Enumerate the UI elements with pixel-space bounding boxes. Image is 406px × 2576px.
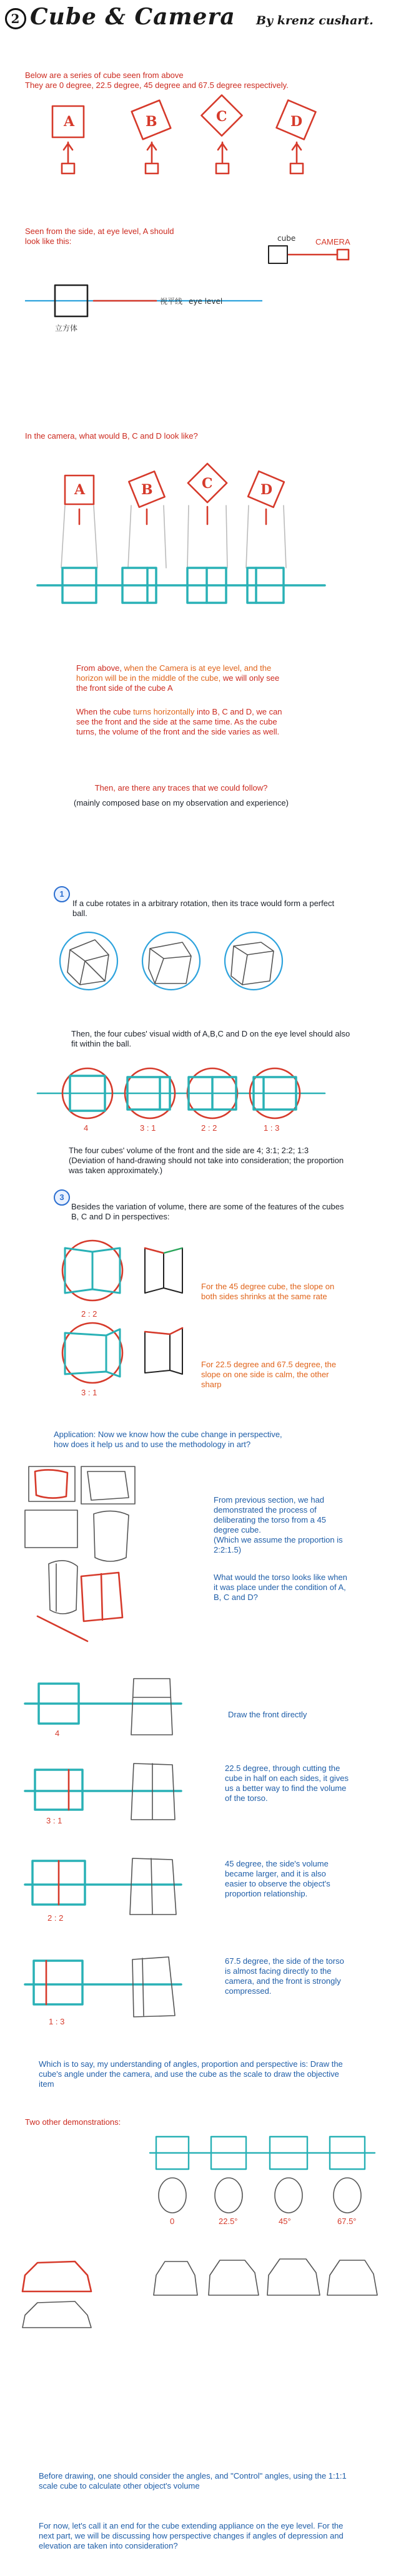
explanation-para-2 — [76, 707, 282, 737]
summary-text: Which is to say, my understanding of angles, proportion and perspective is: Draw the cube's angle under the camera, and use the cube as the scale to draw the objective item — [39, 2059, 343, 2089]
rotated-cube-3 — [231, 942, 274, 985]
side-view-line-1: Seen from the side, at eye level, A should — [25, 227, 174, 236]
small-cube — [269, 246, 287, 263]
faint-line-8 — [284, 505, 286, 568]
explanation-para-4: (mainly composed base on my observation and experience) — [74, 798, 289, 807]
caption-22: For 22.5 degree and 67.5 degree, the slope on one side is calm, the other sharp — [201, 1360, 337, 1389]
rotated-cube-2 — [149, 942, 191, 983]
demo-head-d — [334, 2178, 361, 2213]
slope-left-top — [145, 1248, 164, 1253]
intro-line-2: They are 0 degree, 22.5 degree, 45 degree and 67.5 degree respectively. — [25, 80, 289, 90]
label-d: D — [290, 114, 303, 130]
torso-ratio-67: 1 : 3 — [49, 2017, 65, 2026]
angle-label-22: 22.5° — [219, 2217, 238, 2226]
slope-sharp — [170, 1328, 182, 1334]
torso-45-sketch — [130, 1858, 176, 1915]
ball-3 — [225, 932, 282, 990]
demo-car-c — [267, 2259, 320, 2295]
side-view-diagram — [0, 225, 406, 343]
application-para-2: What would the torso looks like when it was place under the condition of A, B, C and D? — [214, 1573, 347, 1602]
demo-car-a — [154, 2261, 197, 2295]
title-number-icon: 2 — [5, 8, 26, 29]
angle-label-67: 67.5° — [337, 2217, 357, 2226]
camera-view-diagram — [0, 449, 406, 624]
application-para-1 — [214, 1495, 351, 1555]
angle-label-45: 45° — [279, 2217, 291, 2226]
slope-calm — [145, 1332, 170, 1334]
point-2-text: Then, the four cubes' visual width of A,B,C and D on the eye level should also fit within the ball. — [71, 1029, 350, 1048]
torso-ratio-45: 2 : 2 — [47, 1913, 64, 1923]
faint-line-6 — [226, 505, 227, 568]
expl-1c: we will only see the front side of the cube A — [76, 673, 280, 693]
demos-heading: Two other demonstrations: — [25, 2117, 121, 2127]
label-a: A — [64, 114, 75, 130]
torso-reference-sketches — [0, 1454, 406, 1660]
feature-cube-45 — [65, 1248, 120, 1293]
torso-sketch-box-3 — [25, 1510, 77, 1548]
torso-sketch-stroke — [37, 1616, 87, 1641]
top-label-c: C — [202, 476, 213, 492]
torso-cube-67 — [34, 1961, 82, 2004]
point-2-note-2: (Deviation of hand-drawing should not take into consideration; the proportion was taken approximately.) — [69, 1156, 344, 1175]
camera-a-icon — [62, 163, 74, 173]
app-para-1-main: From previous section, we had demonstrated the process of deliberating the torso from a 45 degree cube. — [214, 1495, 326, 1534]
camera-word: CAMERA — [315, 237, 350, 246]
ratio-label-b: 3 : 1 — [140, 1123, 156, 1133]
faint-line-1 — [61, 505, 65, 568]
demo-car-b — [209, 2260, 259, 2295]
point-2-note — [69, 1146, 356, 1176]
caption-45: For the 45 degree cube, the slope on both sides shrinks at the same rate — [201, 1282, 335, 1301]
demo-car-front-red — [22, 2261, 91, 2291]
torso-sketch-2 — [87, 1471, 129, 1500]
eye-level-chinese: 视平线 — [160, 297, 183, 306]
demo-head-a — [159, 2178, 186, 2213]
camera-d-icon — [290, 163, 303, 173]
demos-diagram — [0, 2128, 406, 2334]
application-intro — [54, 1430, 354, 1450]
torso-sketch-4 — [49, 1561, 77, 1614]
torso-cube-22 — [35, 1770, 82, 1810]
demo-head-b — [215, 2178, 242, 2213]
torso-ratio-22: 3 : 1 — [46, 1816, 62, 1825]
camera-c-icon — [216, 163, 229, 173]
intro-text — [25, 71, 375, 90]
point-3-text: Besides the variation of volume, there are some of the features of the cubes B, C and D in perspectives: — [71, 1202, 344, 1221]
side-camera-icon — [337, 250, 349, 260]
point-1-badge: 1 — [54, 886, 70, 902]
demo-car-d — [327, 2260, 377, 2295]
torso-67-sketch — [132, 1957, 175, 2017]
application-line-2: how does it help us and to use the methodology in art? — [54, 1440, 251, 1449]
footer-para-1: Before drawing, one should consider the angles, and "Control" angles, using the 1:1:1 scale cube to calculate other object's volume — [39, 2471, 347, 2491]
camera-b-icon — [146, 163, 158, 173]
ball-2 — [142, 932, 200, 990]
eye-level-label: eye level — [189, 297, 223, 306]
faint-line-2 — [94, 505, 97, 568]
camera-question: In the camera, what would B, C and D look like? — [25, 431, 198, 441]
ball-trace-diagram — [0, 924, 406, 998]
feature-cube-22-line — [145, 1328, 182, 1374]
point-2-note-1: The four cubes' volume of the front and the side are 4; 3:1; 2:2; 1:3 — [69, 1146, 309, 1155]
step-22: 22.5 degree, through cutting the cube in half on each sides, it gives us a better way to find the volume of the torso. — [225, 1764, 349, 1803]
expl-1a: From above, — [76, 663, 124, 673]
ratio-label-d: 1 : 3 — [264, 1123, 280, 1133]
top-view-cubes-diagram — [0, 94, 406, 200]
title-text: Cube & Camera — [30, 4, 235, 30]
side-view-line-2: look like this: — [25, 237, 72, 246]
byline: By krenz cushart. — [256, 14, 374, 27]
feature-ratio-45: 2 : 2 — [81, 1309, 97, 1319]
faint-line-3 — [128, 505, 131, 568]
torso-front-sketch — [131, 1679, 172, 1735]
explanation-para-1 — [76, 663, 282, 693]
faint-line-5 — [187, 505, 189, 568]
torso-ratio-front: 4 — [55, 1729, 60, 1738]
slope-right-top — [164, 1248, 182, 1253]
ratio-balls-diagram — [0, 1055, 406, 1136]
expl-2c: into B, C and D, we can see the front and the side at the same time. As the cube turns, the volume of the front and the side varies as well. — [76, 707, 282, 736]
feature-ratio-22: 3 : 1 — [81, 1388, 97, 1397]
expl-1b: when the Camera is at eye level, and the horizon will be in the middle of the cube, — [76, 663, 272, 683]
feature-cube-22 — [65, 1329, 120, 1377]
cube-word: cube — [277, 234, 296, 243]
torso-sketch-5 — [81, 1573, 122, 1621]
footer-para-2: For now, let's call it an end for the cube extending appliance on the eye level. For the next part, we will be discussing how perspective changes if angles of depression and elevation are taken into consideration? — [39, 2521, 344, 2550]
feature-cube-45-line — [145, 1248, 182, 1293]
expl-2a: When the cube — [76, 707, 134, 716]
ratio-label-c: 2 : 2 — [201, 1123, 217, 1133]
angle-label-0: 0 — [170, 2217, 175, 2226]
faint-line-7 — [246, 505, 249, 568]
torso-sketch-1 — [35, 1470, 67, 1498]
top-label-b: B — [141, 482, 153, 498]
demo-car-side — [22, 2301, 91, 2328]
top-label-a: A — [74, 482, 86, 498]
faint-line-4 — [164, 505, 166, 568]
label-b: B — [146, 114, 157, 130]
rotated-cube-1 — [67, 940, 109, 985]
demo-head-c — [275, 2178, 302, 2213]
explanation-para-3: Then, are there any traces that we could follow? — [94, 783, 268, 793]
top-label-d: D — [260, 482, 273, 498]
label-c: C — [216, 109, 227, 125]
step-45: 45 degree, the side's volume became larger, and it is also easier to observe the object's proportion relationship. — [225, 1859, 330, 1898]
app-para-1-sub: (Which we assume the proportion is 2:2:1.5) — [214, 1535, 343, 1554]
step-front: Draw the front directly — [228, 1710, 307, 1719]
step-67: 67.5 degree, the side of the torso is almost facing directly to the camera, and the front is strongly compressed. — [225, 1956, 344, 1996]
application-line-1: Application: Now we know how the cube change in perspective, — [54, 1430, 282, 1439]
ratio-label-a: 4 — [84, 1123, 89, 1133]
expl-2b: turns horizontally — [133, 707, 195, 716]
cube-chinese: 立方体 — [55, 324, 78, 333]
torso-sketch-3 — [94, 1511, 129, 1561]
point-1-text: If a cube rotates in a arbitrary rotation, then its trace would form a perfect ball. — [72, 899, 335, 918]
page-title — [5, 4, 235, 30]
intro-line-1: Below are a series of cube seen from above — [25, 71, 184, 80]
point-3-badge: 3 — [54, 1189, 70, 1206]
